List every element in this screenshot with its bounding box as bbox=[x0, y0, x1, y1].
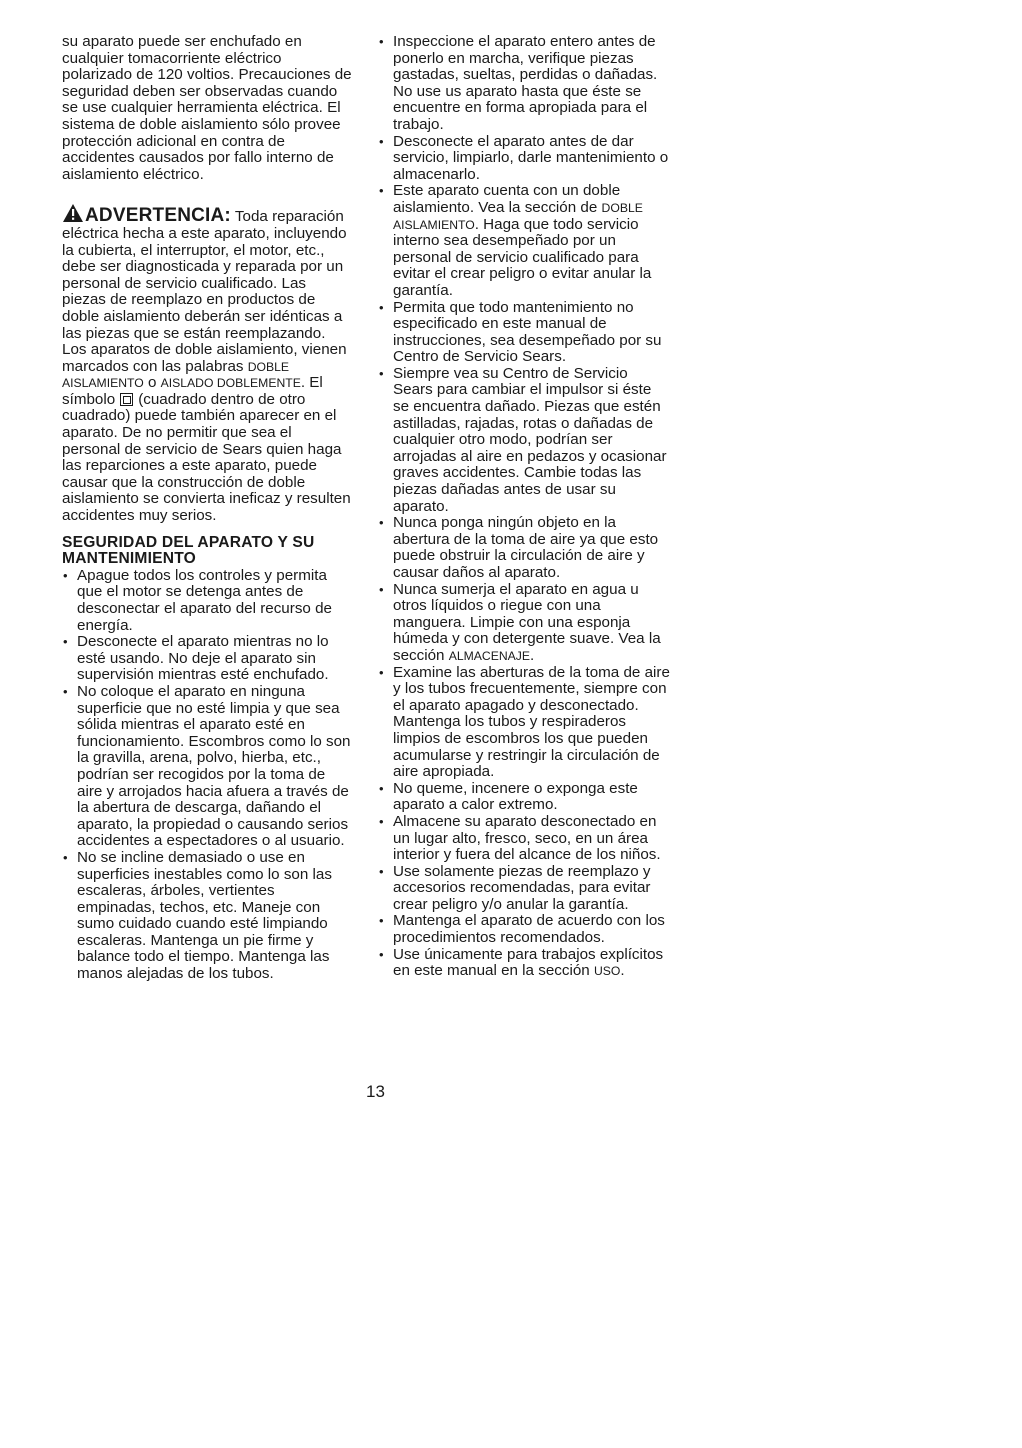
list-item: • No queme, incenere o exponga este aparato a calor extremo. bbox=[378, 781, 670, 814]
double-insulation-icon bbox=[120, 393, 133, 406]
list-item: • Examine las aberturas de la toma de aire y los tubos frecuentemente, siempre con el aparato apagado y desconectado. Mantenga los tubos y respiraderos limpios de escombros los que pueden acumularse y restringir la circulación de aire apropiada. bbox=[378, 665, 670, 781]
list-item: • No coloque el aparato en ninguna superficie que no esté limpia y que sea sólida mientras el aparato esté en funcionamiento. Escombros como lo son la gravilla, arena, polvo, hierba, etc., podrían ser recogidos por la toma de aire y arrojados hacia afuera a través de la abertura de descarga, dañando el aparato, la propiedad o causando serios accidentes a espectadores o al usuario. bbox=[62, 684, 352, 850]
list-item bbox=[378, 183, 670, 299]
list-item: • Desconecte el aparato antes de dar servicio, limpiarlo, darle mantenimiento o almacenarlo. bbox=[378, 134, 670, 184]
list-item bbox=[378, 582, 670, 665]
warning-paragraph bbox=[62, 203, 352, 524]
section-heading: SEGURIDAD DEL APARATO Y SU MANTENIMIENTO bbox=[62, 533, 315, 568]
list-item: • Inspeccione el aparato entero antes de ponerlo en marcha, verifique piezas gastadas, sueltas, perdidas o dañadas. No use us aparato hasta que éste se encuentre en forma apropiada para el trabajo. bbox=[378, 34, 670, 134]
list-item-text: Nunca sumerja el aparato en agua u otros líquidos o riegue con una manguera. Limpie con una esponja húmeda y con detergente suave. Vea la sección bbox=[393, 580, 661, 664]
list-item-text: Este aparato cuenta con un doble aislamiento. Vea la sección de bbox=[393, 182, 621, 216]
list-item-term: DOBLE AISLAMIENTO bbox=[393, 200, 643, 232]
list-item: • Mantenga el aparato de acuerdo con los procedimientos recomendados. bbox=[378, 913, 670, 946]
list-item: • Use solamente piezas de reemplazo y accesorios recomendadas, para evitar crear peligro y/o anular la garantía. bbox=[378, 864, 670, 914]
list-item: • No se incline demasiado o use en superficies inestables como lo son las escaleras, árboles, vertientes empinadas, techos, etc. Maneje con sumo cuidado cuando esté limpiando escaleras. Mantenga un pie firme y balance todo el tiempo. Mantenga las manos alejadas de los tubos. bbox=[62, 850, 352, 983]
warning-text-3: . El símbolo bbox=[62, 374, 323, 408]
left-bullet-list bbox=[62, 568, 352, 983]
warning-text-1: Toda reparación eléctrica hecha a este aparato, incluyendo la cubierta, el interruptor, el motor, etc., debe ser diagnosticada y reparada por un personal de servicio cualificado. Las piezas de reemplazo en productos de doble aislamiento deberán ser idénticas a las piezas que se están reemplazando. Los aparatos de doble aislamiento, vienen marcados con las palabras bbox=[62, 208, 347, 375]
list-item: • Nunca ponga ningún objeto en la abertura de la toma de aire ya que esto puede obstruir la circulación de aire y causar daños al aparato. bbox=[378, 515, 670, 581]
list-item: • Permita que todo mantenimiento no especificado en este manual de instrucciones, sea desempeñado por su Centro de Servicio Sears. bbox=[378, 300, 670, 366]
warning-title: ADVERTENCIA: bbox=[85, 205, 231, 227]
list-item: • Desconecte el aparato mientras no lo esté usando. No deje el aparato sin supervisión mientras esté enchufado. bbox=[62, 634, 352, 684]
list-item: • Apague todos los controles y permita que el motor se detenga antes de desconectar el aparato del recurso de energía. bbox=[62, 568, 352, 634]
list-item-text: . Haga que todo servicio interno sea desempeñado por un personal de servicio cualificado para evitar el crear peligro o evitar anular la garantía. bbox=[393, 215, 652, 299]
list-item bbox=[378, 947, 670, 980]
right-column bbox=[378, 34, 670, 980]
list-item-text: Use únicamente para trabajos explícitos en este manual en la sección bbox=[393, 945, 664, 980]
list-item: • Siempre vea su Centro de Servicio Sears para cambiar el impulsor si éste se encuentra dañado. Piezas que estén astilladas, rajadas, rotas o dañadas de cualquier otro modo, podrían ser arrojadas al aire en pedazos y ocasionar graves accidentes. Cambie todas las piezas dañadas antes de usar su aparato. bbox=[378, 366, 670, 515]
page-number: 13 bbox=[366, 1082, 385, 1101]
list-item-term: USO bbox=[593, 964, 621, 979]
list-item-text: . bbox=[530, 646, 535, 664]
list-item-term: ALMACENAJE bbox=[448, 648, 530, 663]
warning-term-1: DOBLE AISLAMIENTO bbox=[62, 359, 290, 391]
warning-text-2: o bbox=[143, 374, 161, 392]
warning-triangle-icon bbox=[62, 203, 84, 223]
warning-term-2: AISLADO DOBLEMENTE bbox=[160, 376, 301, 391]
warning-text-4: (cuadrado dentro de otro cuadrado) puede también aparecer en el aparato. De no permitir que sea el personal de servicio de Sears quien haga las reparciones a este aparato, puede causar que la construcción de doble aislamiento se convierta ineficaz y resulten accidentes muy serios. bbox=[62, 390, 351, 525]
list-item-text: . bbox=[620, 962, 625, 980]
intro-paragraph: su aparato puede ser enchufado en cualquier tomacorriente eléctrico polarizado de 120 voltios. Precauciones de seguridad deben ser observadas cuando se use cualquier herramienta eléctrica. El sistema de doble aislamiento sólo provee protección adicional en contra de accidentes causados por fallo interno de aislamiento eléctrico. bbox=[62, 33, 352, 183]
list-item: • Almacene su aparato desconectado en un lugar alto, fresco, seco, en un área interior y fuera del alcance de los niños. bbox=[378, 814, 670, 864]
left-column bbox=[62, 34, 352, 983]
right-bullet-list bbox=[378, 34, 670, 980]
